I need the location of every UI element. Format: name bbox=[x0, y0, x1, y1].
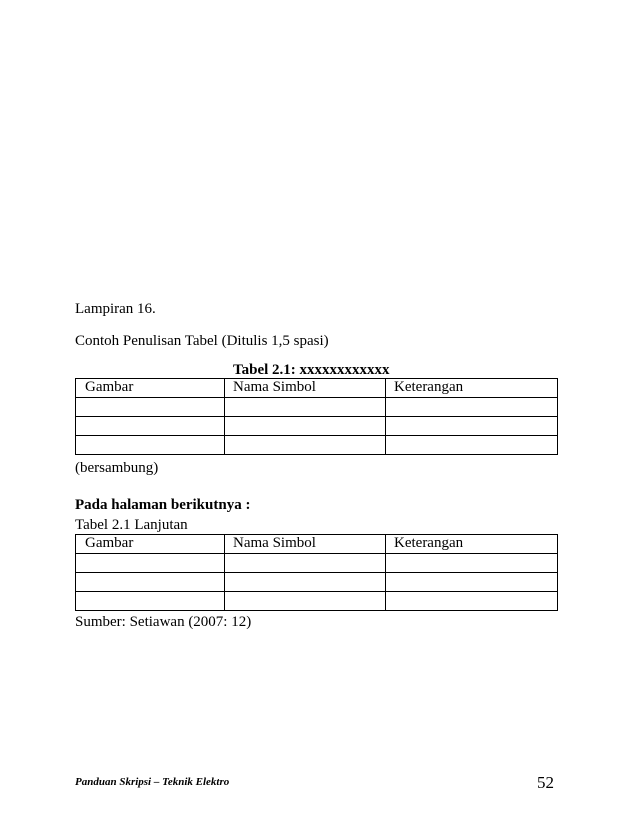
table-cell bbox=[225, 436, 386, 455]
table-cell bbox=[225, 417, 386, 436]
table1 bbox=[75, 378, 558, 455]
table1-header-nama-simbol: Nama Simbol bbox=[225, 379, 386, 398]
table-cell bbox=[76, 398, 225, 417]
table-row bbox=[76, 417, 558, 436]
table2-header-gambar: Gambar bbox=[76, 535, 225, 554]
table-cell bbox=[386, 573, 558, 592]
table-row bbox=[76, 436, 558, 455]
table-cell bbox=[386, 417, 558, 436]
table-cell bbox=[76, 592, 225, 611]
table2-header-keterangan: Keterangan bbox=[386, 535, 558, 554]
table-row bbox=[76, 554, 558, 573]
table1-header-gambar: Gambar bbox=[76, 379, 225, 398]
table-cell bbox=[225, 398, 386, 417]
table1-header-row bbox=[76, 379, 558, 398]
next-page-heading: Pada halaman berikutnya : bbox=[75, 497, 251, 513]
table-cell bbox=[386, 436, 558, 455]
footer-title: Panduan Skripsi – Teknik Elektro bbox=[75, 776, 230, 788]
table2-header-nama-simbol: Nama Simbol bbox=[225, 535, 386, 554]
table2 bbox=[75, 534, 558, 611]
table-row bbox=[76, 592, 558, 611]
continued-note: (bersambung) bbox=[75, 460, 159, 476]
table-cell bbox=[76, 436, 225, 455]
table-cell bbox=[76, 417, 225, 436]
table1-caption: Tabel 2.1: xxxxxxxxxxxx bbox=[233, 362, 390, 378]
source-line: Sumber: Setiawan (2007: 12) bbox=[75, 614, 252, 630]
appendix-label: Lampiran 16. bbox=[75, 301, 156, 317]
table-row bbox=[76, 398, 558, 417]
table-cell bbox=[225, 573, 386, 592]
intro-line: Contoh Penulisan Tabel (Ditulis 1,5 spasi) bbox=[75, 333, 329, 349]
table-cell bbox=[386, 592, 558, 611]
table-cell bbox=[76, 554, 225, 573]
page-number: 52 bbox=[537, 773, 554, 792]
table-cell bbox=[225, 592, 386, 611]
table-row bbox=[76, 573, 558, 592]
table-cell bbox=[386, 398, 558, 417]
table2-caption: Tabel 2.1 Lanjutan bbox=[75, 517, 188, 533]
table-cell bbox=[386, 554, 558, 573]
table-cell bbox=[225, 554, 386, 573]
table2-header-row bbox=[76, 535, 558, 554]
table-cell bbox=[76, 573, 225, 592]
table1-header-keterangan: Keterangan bbox=[386, 379, 558, 398]
